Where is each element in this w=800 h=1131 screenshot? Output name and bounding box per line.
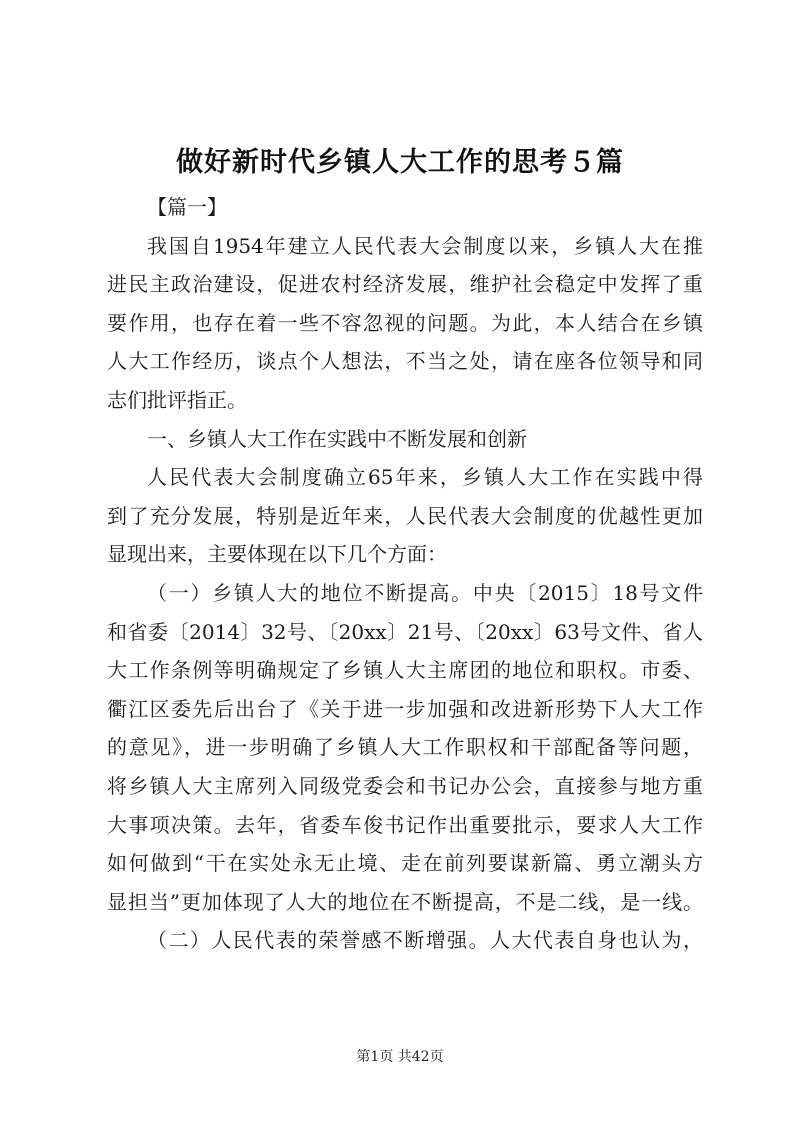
paragraph-line: 到了充分发展，特别是近年来，人民代表大会制度的优越性更加 [107,503,703,528]
paragraph-line: 志们批评指正。 [107,387,247,412]
paragraph-line: 显现出来，主要体现在以下几个方面： [107,542,447,567]
paragraph-line: （二）人民代表的荣誉感不断增强。人大代表自身也认为， [147,928,703,953]
paragraph-line: 进民主政治建设，促进农村经济发展，维护社会稳定中发挥了重 [107,272,703,297]
page-footer: 第1页 共42页 [356,1049,444,1065]
paragraph-line: 衢江区委先后出台了《关于进一步加强和改进新形势下人大工作 [107,696,703,721]
paragraph-line: 如何做到“干在实处永无止境、走在前列要谋新篇、勇立潮头方 [107,851,703,876]
paragraph-line: 将乡镇人大主席列入同级党委会和书记办公会，直接参与地方重 [107,773,703,798]
paragraph-line: 大工作条例等明确规定了乡镇人大主席团的地位和职权。市委、 [107,658,703,683]
document-title: 做好新时代乡镇人大工作的思考５篇 [176,147,624,178]
section-marker: 【篇一】 [147,195,227,219]
paragraph-line: 大事项决策。去年，省委车俊书记作出重要批示，要求人大工作 [107,812,703,837]
paragraph-line: 要作用，也存在着一些不容忽视的问题。为此，本人结合在乡镇 [107,310,703,335]
document-body [107,188,703,960]
paragraph-line: （一）乡镇人大的地位不断提高。中央〔2015〕18号文件 [147,580,703,605]
section-heading: 一、乡镇人大工作在实践中不断发展和创新 [147,426,527,451]
paragraph-line: 人大工作经历，谈点个人想法，不当之处，请在座各位领导和同 [107,349,703,374]
paragraph-line: 我国自1954年建立人民代表大会制度以来，乡镇人大在推 [147,233,703,258]
paragraph-line: 人民代表大会制度确立65年来，乡镇人大工作在实践中得 [147,465,703,490]
paragraph-line: 显担当”更加体现了人大的地位在不断提高，不是二线，是一线。 [107,889,703,914]
paragraph-line: 的意见》，进一步明确了乡镇人大工作职权和干部配备等问题， [107,735,703,760]
paragraph-line: 和省委〔2014〕32号、〔20xx〕21号、〔20xx〕63号文件、省人 [107,619,703,644]
